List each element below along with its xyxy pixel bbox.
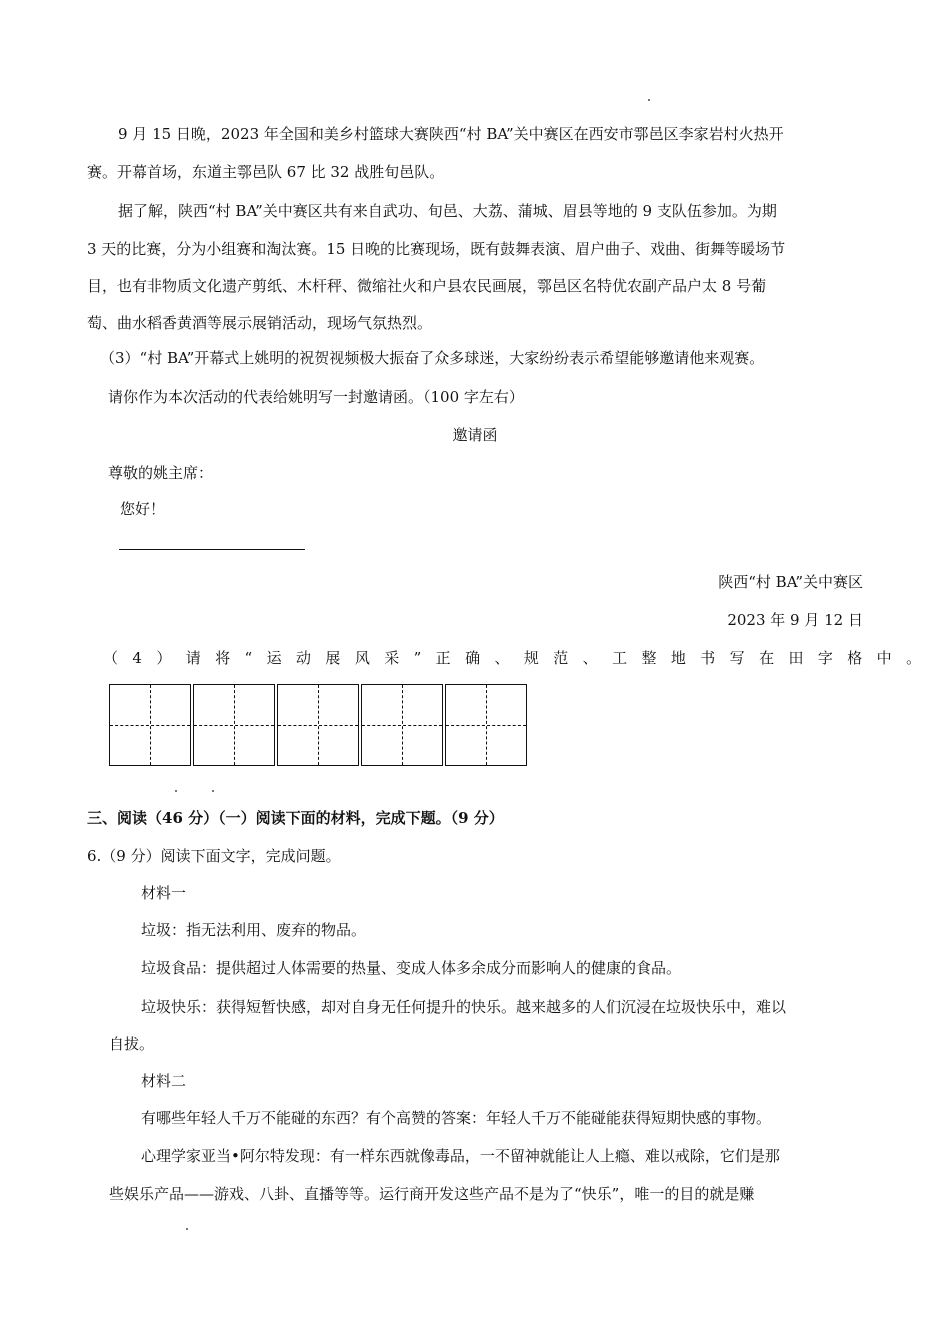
- tianzige-cell[interactable]: [193, 684, 275, 766]
- tianzige-cell[interactable]: [109, 684, 191, 766]
- letter-title: 邀请函: [452, 426, 498, 444]
- letter-body-blank-line: [119, 549, 305, 550]
- passage-p2-line3: 目，也有非物质文化遗产剪纸、木杆秤、微缩社火和户县农民画展，鄠邑区名特优农副产品户太 8 号葡: [87, 277, 767, 295]
- letter-date: 2023 年 9 月 12 日: [727, 611, 863, 629]
- tianzige-grid: [109, 684, 527, 767]
- material1-title: 材料一: [141, 884, 187, 902]
- question3-line2: 请你作为本次活动的代表给姚明写一封邀请函。（100 字左右）: [108, 388, 524, 406]
- question3-line1: （3）“村 BA”开幕式上姚明的祝贺视频极大振奋了众多球迷，大家纷纷表示希望能够邀请他来观赛。: [100, 349, 765, 367]
- stray-mark: [212, 790, 214, 792]
- stray-mark: [186, 1228, 188, 1230]
- material1-item3-line1: 垃圾快乐：获得短暂快感，却对自身无任何提升的快乐。越来越多的人们沉浸在垃圾快乐中，难以: [141, 998, 787, 1016]
- section3-heading: 三、阅读（46 分）（一）阅读下面的材料，完成下题。（9 分）: [87, 809, 504, 827]
- question6-prompt: 6.（9 分）阅读下面文字，完成问题。: [87, 847, 341, 865]
- material2-line1: 有哪些年轻人千万不能碰的东西？有个高赞的答案：年轻人千万不能碰能获得短期快感的事物。: [141, 1109, 772, 1127]
- passage-p1-line1: 9 月 15 日晚，2023 年全国和美乡村篮球大赛陕西“村 BA”关中赛区在西安市鄠邑区李家岩村火热开: [118, 125, 784, 143]
- question4-text: （4）请将“运动展风采”正确、规范、工整地书写在田字格中。: [103, 649, 936, 667]
- tianzige-cell[interactable]: [277, 684, 359, 766]
- material2-line3: 些娱乐产品——游戏、八卦、直播等等。运行商开发这些产品不是为了“快乐”，唯一的目的就是赚: [109, 1185, 755, 1203]
- material2-title: 材料二: [141, 1072, 187, 1090]
- letter-salutation: 尊敬的姚主席：: [108, 464, 214, 482]
- letter-greeting: 您好！: [120, 500, 166, 518]
- passage-p2-line1: 据了解，陕西“村 BA”关中赛区共有来自武功、旬邑、大荔、蒲城、眉县等地的 9 支队伍参加。为期: [118, 202, 777, 220]
- material1-item2: 垃圾食品：提供超过人体需要的热量、变成人体多余成分而影响人的健康的食品。: [141, 959, 682, 977]
- passage-p2-line4: 萄、曲水稻香黄酒等展示展销活动，现场气氛热烈。: [87, 314, 433, 332]
- material1-item3-line2: 自拔。: [109, 1035, 155, 1053]
- tianzige-cell[interactable]: [361, 684, 443, 766]
- letter-signature: 陕西“村 BA”关中赛区: [718, 573, 863, 591]
- stray-mark: [175, 790, 177, 792]
- stray-mark: [648, 99, 650, 101]
- passage-p1-line2: 赛。开幕首场，东道主鄠邑队 67 比 32 战胜旬邑队。: [87, 163, 445, 181]
- material1-item1: 垃圾：指无法利用、废弃的物品。: [141, 921, 367, 939]
- passage-p2-line2: 3 天的比赛，分为小组赛和淘汰赛。15 日晚的比赛现场，既有鼓舞表演、眉户曲子、戏曲、街舞等暖场节: [87, 240, 786, 258]
- material2-line2: 心理学家亚当•阿尔特发现：有一样东西就像毒品，一不留神就能让人上瘾、难以戒除，它们是那: [141, 1147, 780, 1165]
- tianzige-cell[interactable]: [445, 684, 527, 766]
